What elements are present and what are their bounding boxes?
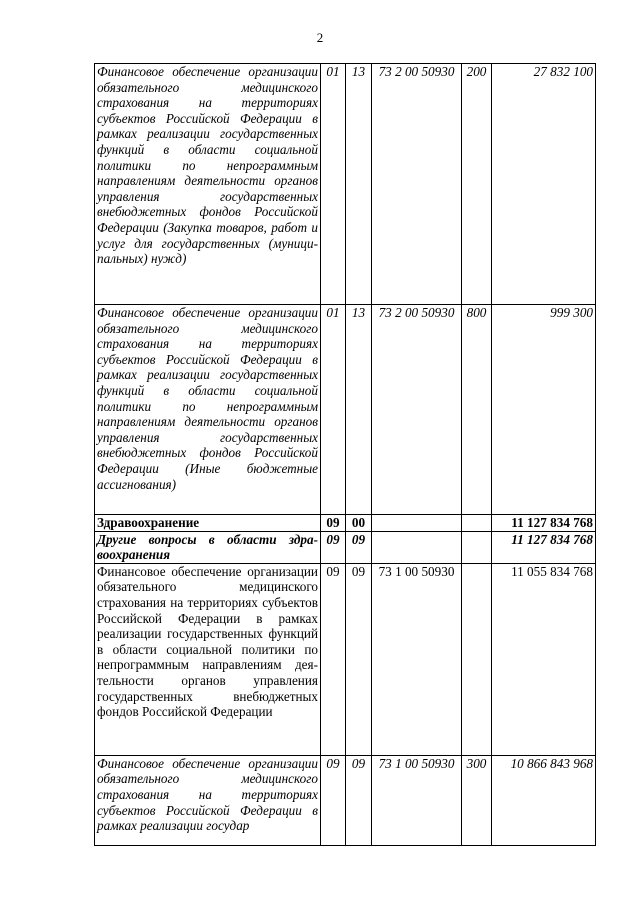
budget-table [94,63,596,846]
section-code: 09 [321,531,346,563]
row-name: Финансовое обеспечение организации обязательного медицинского страхования на территориях субъектов Российской Федерации в рамках реализации государственных функций в области социальной политики по непрограммным направлениям деятельности органов управления государственных внебюджетных фондов Российской Федерации [95,563,321,755]
target-article-code: 73 1 00 50930 [372,563,462,755]
row-name: Здравоохранение [95,515,321,532]
amount: 11 127 834 768 [492,515,596,532]
subsection-code: 00 [346,515,372,532]
subsection-code: 09 [346,531,372,563]
target-article-code: 73 2 00 50930 [372,64,462,305]
subsection-code: 09 [346,755,372,845]
table-row [95,531,596,563]
amount: 10 866 843 968 [492,755,596,845]
table-row [95,563,596,755]
table-row [95,305,596,515]
expense-type-code [462,515,492,532]
section-code: 09 [321,563,346,755]
subsection-code: 09 [346,563,372,755]
table-row [95,515,596,532]
section-code: 09 [321,755,346,845]
target-article-code: 73 1 00 50930 [372,755,462,845]
amount: 27 832 100 [492,64,596,305]
target-article-code [372,531,462,563]
amount: 999 300 [492,305,596,515]
section-code: 09 [321,515,346,532]
table-row [95,64,596,305]
target-article-code [372,515,462,532]
section-code: 01 [321,64,346,305]
page-number: 2 [316,30,324,45]
expense-type-code: 200 [462,64,492,305]
subsection-code: 13 [346,305,372,515]
expense-type-code: 800 [462,305,492,515]
amount: 11 127 834 768 [492,531,596,563]
expense-type-code [462,531,492,563]
target-article-code: 73 2 00 50930 [372,305,462,515]
row-name: Финансовое обеспечение организации обязательного медицинского страхования на территориях субъектов Российской Федерации в рамках реализации государственных функций в области социальной политики по непрограммным направлениям деятельности органов управления государственных внебюджетных фондов Российской Федерации (Иные бюджетные ассигнования) [95,305,321,515]
row-name: Финансовое обеспечение организации обязательного медицинского страхования на территориях субъектов Российской Федерации в рамках реализации государ [95,755,321,845]
amount: 11 055 834 768 [492,563,596,755]
table-row [95,755,596,845]
row-name: Финансовое обеспечение организации обязательного медицинского страхования на территориях субъектов Российской Федерации в рамках реализации государственных функций в области социальной политики по непрограммным направлениям деятельности органов управления государственных внебюджетных фондов Российской Федерации (Закупка товаров, работ и услуг для государственных (муниципальных) нужд) [95,64,321,305]
row-name: Другие вопросы в области здравоохранения [95,531,321,563]
expense-type-code [462,563,492,755]
section-code: 01 [321,305,346,515]
expense-type-code: 300 [462,755,492,845]
subsection-code: 13 [346,64,372,305]
